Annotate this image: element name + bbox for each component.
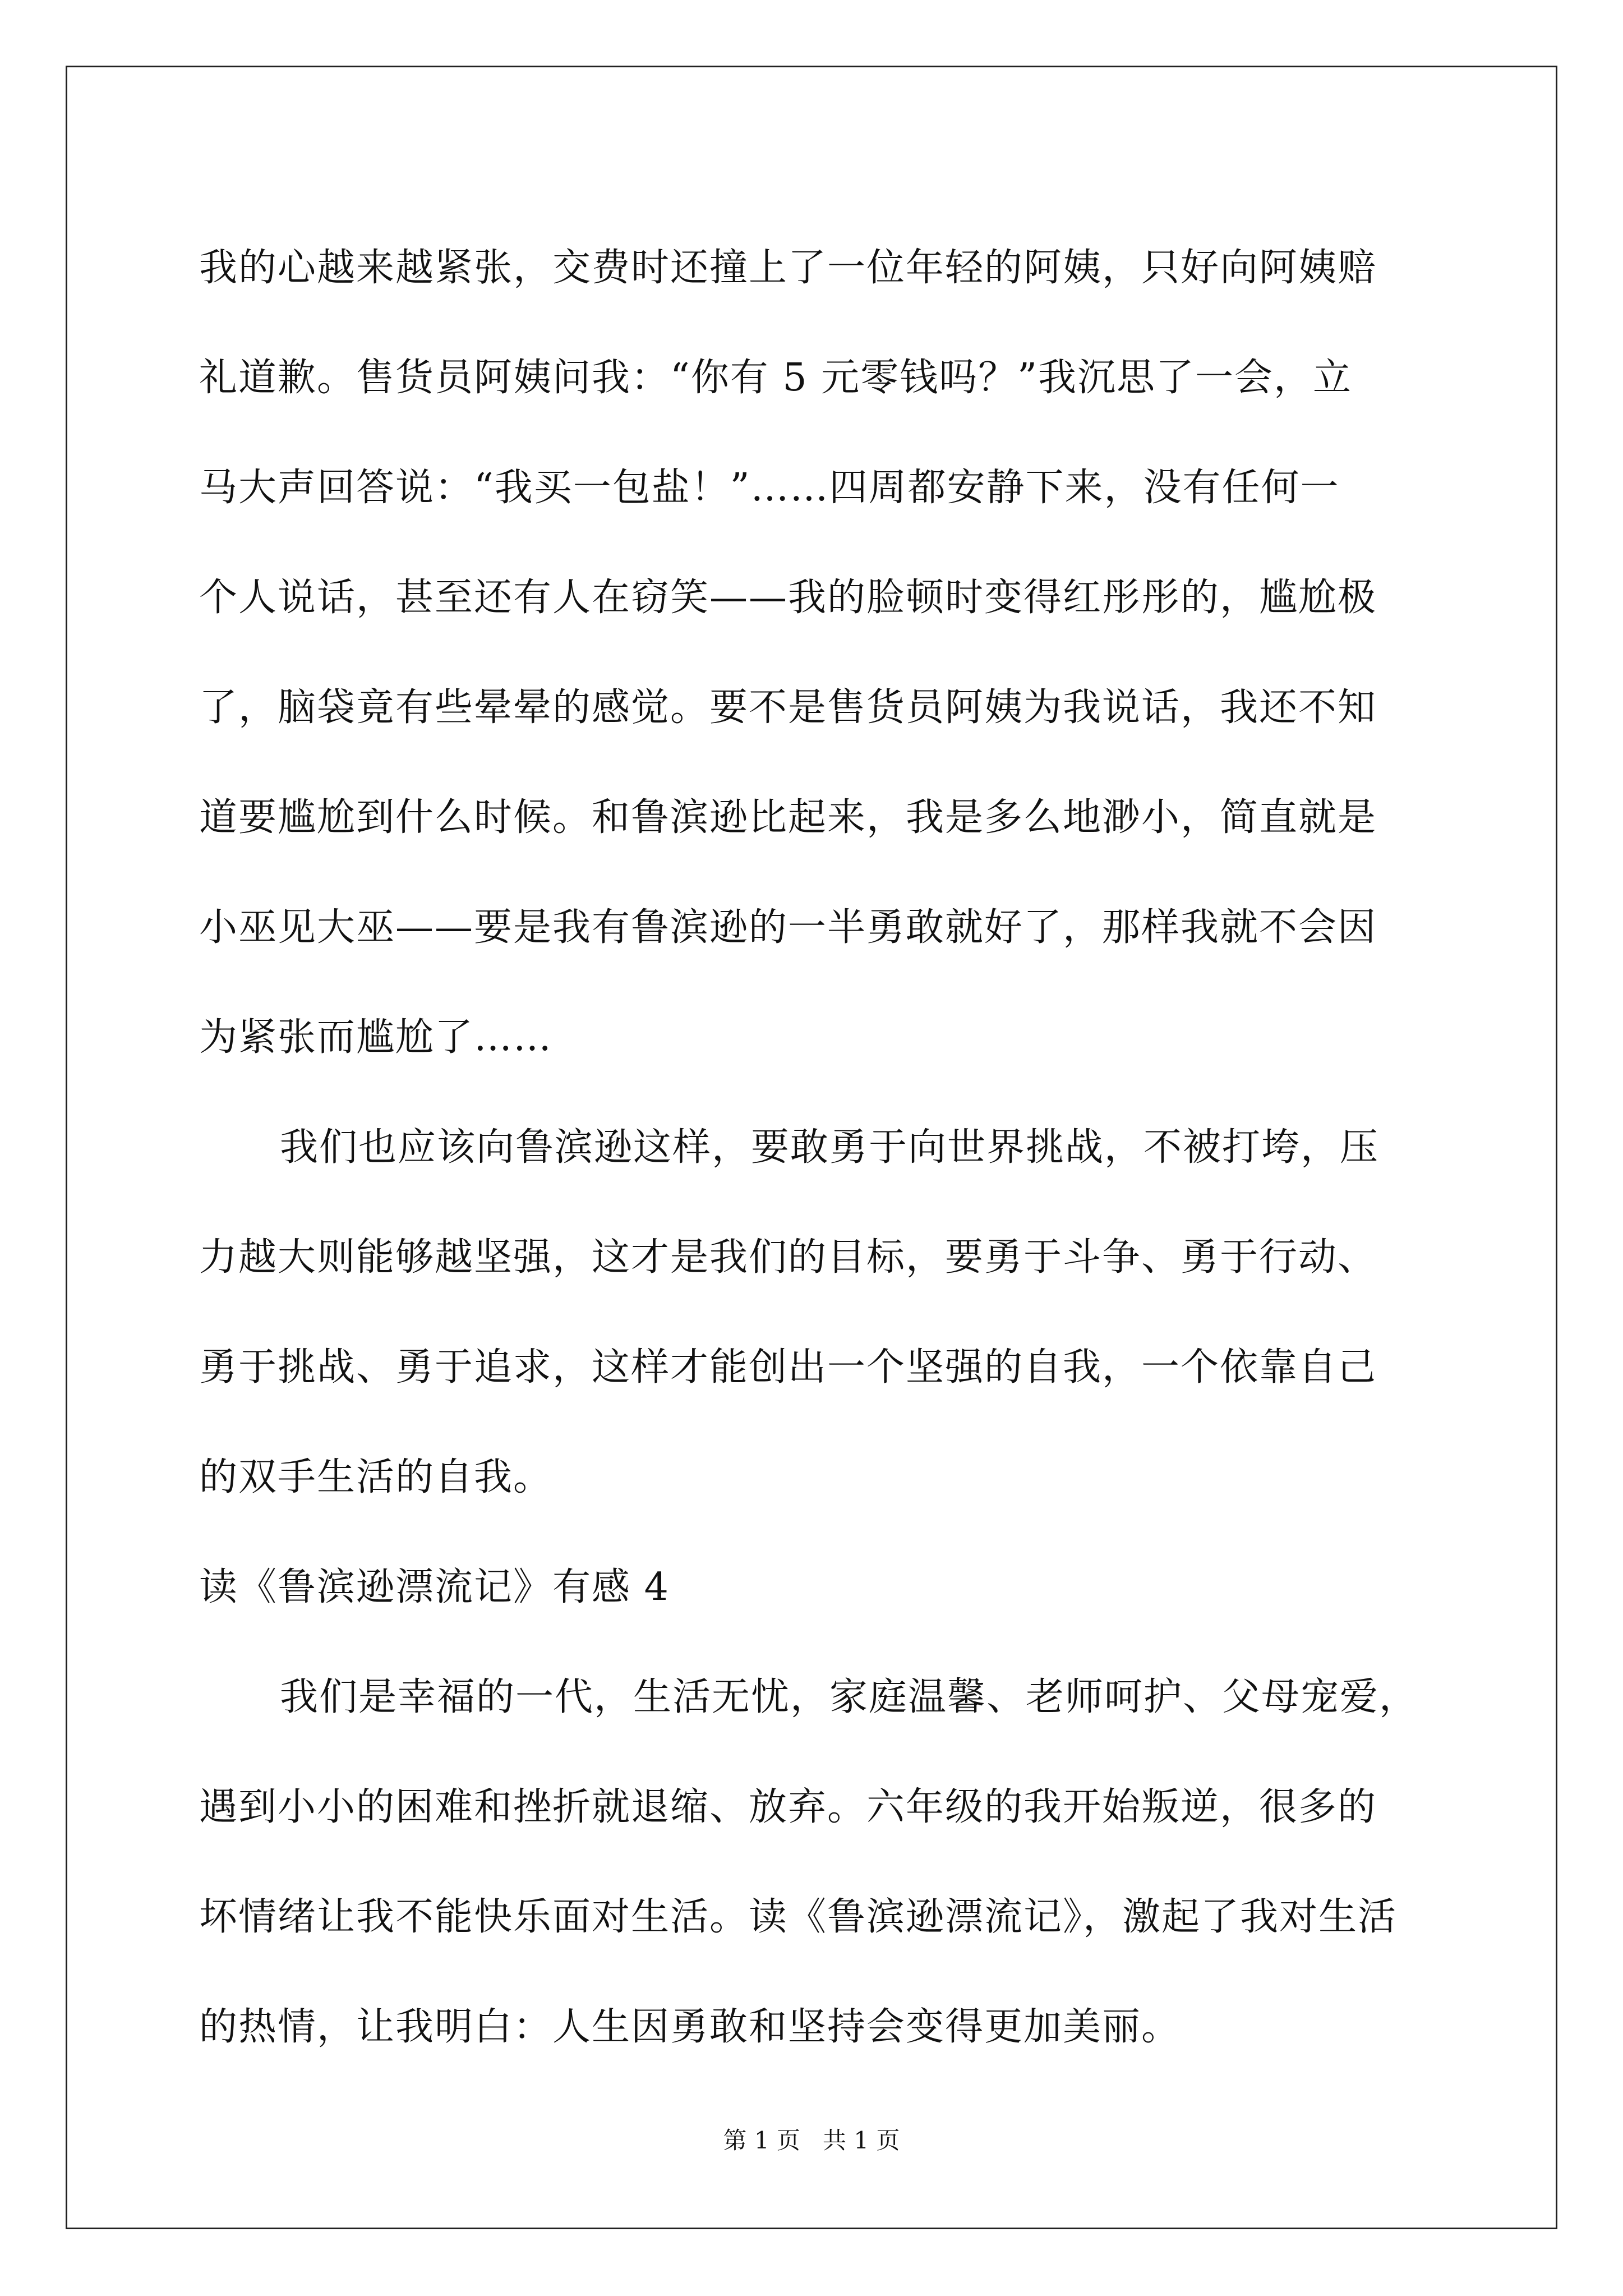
paragraph-line: 小巫见大巫——要是我有鲁滨逊的一半勇敢就好了，那样我就不会因 — [199, 905, 1377, 950]
paragraph-line: 我的心越来越紧张，交费时还撞上了一位年轻的阿姨，只好向阿姨赔 — [199, 246, 1377, 290]
document-body — [199, 213, 1433, 2082]
paragraph-line: 礼道歉。售货员阿姨问我：“你有 5 元零钱吗？”我沉思了一会，立 — [199, 356, 1353, 400]
paragraph-line: 力越大则能够越坚强，这才是我们的目标，要勇于斗争、勇于行动、 — [199, 1235, 1377, 1280]
paragraph-line: 我们是幸福的一代，生活无忧，家庭温馨、老师呵护、父母宠爱， — [280, 1675, 1419, 1719]
paragraph-line: 马大声回答说：“我买一包盐！”……四周都安静下来，没有任何一 — [199, 466, 1340, 510]
paragraph-line: 勇于挑战、勇于追求，这样才能创出一个坚强的自我，一个依靠自己 — [199, 1345, 1377, 1389]
paragraph-line: 了，脑袋竟有些晕晕的感觉。要不是售货员阿姨为我说话，我还不知 — [199, 685, 1377, 730]
paragraph-line: 个人说话，甚至还有人在窃笑——我的脸顿时变得红彤彤的，尴尬极 — [199, 576, 1377, 620]
paragraph-line: 道要尴尬到什么时候。和鲁滨逊比起来，我是多么地渺小，简直就是 — [199, 795, 1377, 840]
paragraph-line: 的双手生活的自我。 — [199, 1455, 553, 1499]
paragraph-line: 的热情，让我明白：人生因勇敢和坚持会变得更加美丽。 — [199, 2005, 1181, 2049]
paragraph-line: 为紧张而尴尬了…… — [199, 1015, 553, 1060]
paragraph-line: 我们也应该向鲁滨逊这样，要敢勇于向世界挑战，不被打垮，压 — [280, 1125, 1380, 1170]
paragraph-line: 坏情绪让我不能快乐面对生活。读《鲁滨逊漂流记》，激起了我对生活 — [199, 1895, 1398, 1939]
paragraph-line: 遇到小小的困难和挫折就退缩、放弃。六年级的我开始叛逆，很多的 — [199, 1785, 1377, 1829]
section-heading: 读《鲁滨逊漂流记》有感 4 — [199, 1565, 670, 1609]
page-footer: 第 1 页 共 1 页 — [723, 2127, 900, 2154]
